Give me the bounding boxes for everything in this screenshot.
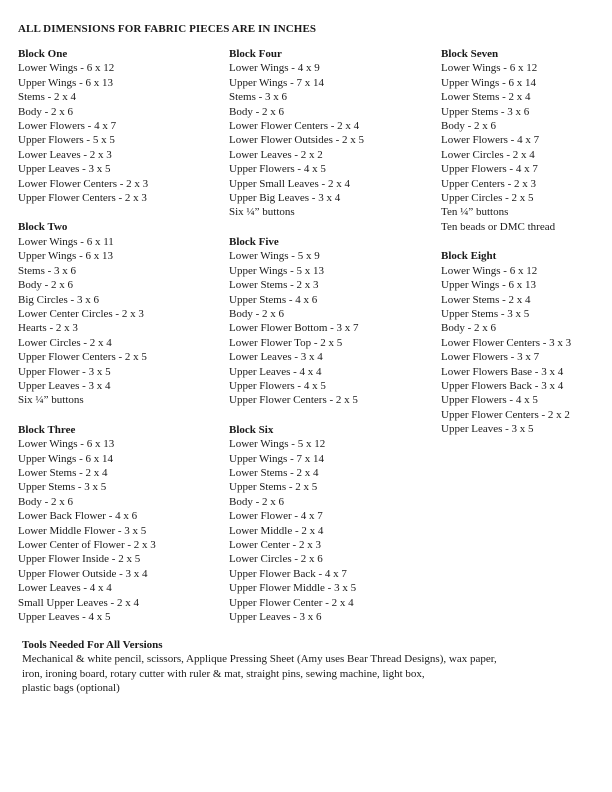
block-item: Lower Wings - 6 x 12 <box>441 264 538 277</box>
block-item: Upper Circles - 2 x 5 <box>441 192 534 205</box>
block-item: Upper Flower Center - 2 x 4 <box>229 596 354 609</box>
block-item: Upper Wings - 6 x 13 <box>18 76 113 89</box>
block-item: Upper Wings - 6 x 14 <box>18 452 113 465</box>
block-item: Upper Flowers - 4 x 5 <box>229 379 326 392</box>
cutting-block <box>229 423 434 625</box>
column-2 <box>229 47 434 639</box>
block-item: Upper Flowers - 5 x 5 <box>18 134 115 147</box>
block-item: Lower Wings - 5 x 9 <box>229 250 320 263</box>
block-item-list <box>229 249 434 407</box>
block-item: Upper Stems - 4 x 6 <box>229 293 318 306</box>
block-item-list <box>229 61 434 219</box>
block-item: Six ¼” buttons <box>18 394 84 407</box>
block-item: Upper Stems - 3 x 5 <box>18 481 107 494</box>
column-1 <box>18 47 223 639</box>
cutting-block <box>229 235 434 408</box>
block-item-list <box>441 264 612 437</box>
block-item: Upper Wings - 6 x 13 <box>18 250 113 263</box>
block-item: Lower Wings - 6 x 12 <box>441 62 538 75</box>
block-item: Upper Small Leaves - 2 x 4 <box>229 177 350 190</box>
block-heading: Block Seven <box>441 48 499 60</box>
block-item: Lower Wings - 6 x 12 <box>18 62 115 75</box>
tools-heading: Tools Needed For All Versions <box>22 639 163 651</box>
block-item: Upper Flower Middle - 3 x 5 <box>229 582 357 595</box>
block-item: Lower Back Flower - 4 x 6 <box>18 510 138 523</box>
page-title: ALL DIMENSIONS FOR FABRIC PIECES ARE IN INCHES <box>18 23 317 35</box>
block-item: Body - 2 x 6 <box>229 307 284 320</box>
block-heading: Block One <box>18 48 68 60</box>
tools-section <box>22 638 597 696</box>
block-item-list <box>18 437 223 624</box>
block-item: Lower Middle - 2 x 4 <box>229 524 324 537</box>
block-item: Stems - 3 x 6 <box>229 91 288 104</box>
block-heading: Block Six <box>229 423 274 436</box>
block-item: Body - 2 x 6 <box>441 120 496 133</box>
block-item: Body - 2 x 6 <box>18 495 73 508</box>
block-item: Lower Center Circles - 2 x 3 <box>18 307 144 320</box>
block-item: Upper Flowers Back - 3 x 4 <box>441 379 564 392</box>
block-item: Lower Leaves - 4 x 4 <box>18 582 112 595</box>
block-item-list <box>441 61 612 234</box>
cutting-block <box>441 249 612 436</box>
block-item: Lower Circles - 2 x 4 <box>441 148 535 161</box>
block-item: Lower Wings - 6 x 11 <box>18 235 114 248</box>
block-item: Upper Stems - 3 x 5 <box>441 307 530 320</box>
block-item: Six ¼” buttons <box>229 206 295 219</box>
block-item: Lower Circles - 2 x 6 <box>229 553 323 566</box>
block-heading: Block Four <box>229 48 282 60</box>
block-item: Upper Flowers - 4 x 7 <box>441 163 538 176</box>
block-item: Upper Wings - 6 x 13 <box>441 279 536 292</box>
block-item: Upper Leaves - 3 x 5 <box>18 163 111 176</box>
block-heading: Block Three <box>18 423 76 436</box>
block-item-list <box>18 61 223 205</box>
block-item: Upper Leaves - 3 x 6 <box>229 611 322 624</box>
block-item: Lower Flowers - 3 x 7 <box>441 351 540 364</box>
block-item-list <box>229 437 434 624</box>
block-item: Upper Flower Outside - 3 x 4 <box>18 567 148 580</box>
block-item: Upper Leaves - 4 x 4 <box>229 365 322 378</box>
block-item: Lower Flower Bottom - 3 x 7 <box>229 322 359 335</box>
block-item: Lower Center of Flower - 2 x 3 <box>18 539 156 551</box>
block-item: Lower Stems - 2 x 4 <box>441 91 531 104</box>
block-item: Upper Wings - 7 x 14 <box>229 452 324 465</box>
block-item: Lower Stems - 2 x 3 <box>229 279 319 292</box>
block-item: Lower Flower Outsides - 2 x 5 <box>229 134 365 147</box>
block-item: Lower Wings - 5 x 12 <box>229 438 326 451</box>
block-item: Upper Leaves - 3 x 5 <box>441 423 534 436</box>
tools-line: plastic bags (optional) <box>22 682 120 695</box>
block-item: Upper Flower Inside - 2 x 5 <box>18 553 141 566</box>
block-item: Ten beads or DMC thread <box>441 220 556 233</box>
block-item: Body - 2 x 6 <box>18 279 73 292</box>
block-item: Body - 2 x 6 <box>229 105 284 118</box>
block-item: Lower Flower Top - 2 x 5 <box>229 336 343 349</box>
tools-text <box>22 652 597 695</box>
block-item: Upper Flowers - 4 x 5 <box>229 163 326 176</box>
block-item: Lower Flower Centers - 3 x 3 <box>441 336 572 349</box>
block-item: Upper Big Leaves - 3 x 4 <box>229 192 341 205</box>
block-item: Lower Flower - 4 x 7 <box>229 510 323 523</box>
block-item: Lower Stems - 2 x 4 <box>441 293 531 306</box>
cutting-block <box>441 47 612 234</box>
block-item: Lower Stems - 2 x 4 <box>229 466 319 479</box>
block-item: Upper Leaves - 3 x 4 <box>18 379 111 392</box>
block-item: Big Circles - 3 x 6 <box>18 293 99 306</box>
block-heading: Block Two <box>18 221 68 234</box>
block-item: Upper Centers - 2 x 3 <box>441 177 537 190</box>
block-item: Lower Leaves - 3 x 4 <box>229 351 323 364</box>
block-item: Lower Leaves - 2 x 2 <box>229 148 323 161</box>
block-item: Upper Stems - 3 x 6 <box>441 105 530 118</box>
block-item: Upper Leaves - 4 x 5 <box>18 611 111 624</box>
block-item: Upper Wings - 6 x 14 <box>441 76 536 89</box>
block-item: Upper Flower Back - 4 x 7 <box>229 567 347 580</box>
block-item: Upper Flower Centers - 2 x 2 <box>441 408 570 421</box>
block-item: Hearts - 2 x 3 <box>18 322 78 335</box>
block-item: Lower Flowers - 4 x 7 <box>18 120 117 133</box>
tools-line: Mechanical & white pencil, scissors, Applique Pressing Sheet (Amy uses Bear Thread Designs), wax paper, <box>22 653 497 666</box>
block-item: Ten ¼” buttons <box>441 206 509 219</box>
block-item-list <box>18 235 223 408</box>
block-heading: Block Five <box>229 235 279 248</box>
block-item: Upper Stems - 2 x 5 <box>229 481 318 494</box>
block-item: Upper Wings - 7 x 14 <box>229 76 324 89</box>
block-item: Lower Flowers Base - 3 x 4 <box>441 365 564 378</box>
cutting-block <box>18 423 223 625</box>
block-item: Lower Circles - 2 x 4 <box>18 336 112 349</box>
block-item: Stems - 2 x 4 <box>18 91 77 104</box>
block-item: Lower Flower Centers - 2 x 3 <box>18 177 149 190</box>
block-item: Lower Center - 2 x 3 <box>229 539 321 551</box>
tools-line: iron, ironing board, rotary cutter with ruler & mat, straight pins, sewing machine, light box, <box>22 667 425 680</box>
block-item: Lower Flower Centers - 2 x 4 <box>229 120 360 133</box>
block-item: Upper Flowers - 4 x 5 <box>441 394 538 407</box>
block-item: Stems - 3 x 6 <box>18 264 77 277</box>
block-item: Lower Wings - 4 x 9 <box>229 62 320 75</box>
block-heading: Block Eight <box>441 250 497 263</box>
block-item: Upper Flower Centers - 2 x 5 <box>229 394 358 407</box>
block-item: Lower Flowers - 4 x 7 <box>441 134 540 147</box>
block-item: Body - 2 x 6 <box>441 322 496 335</box>
block-item: Body - 2 x 6 <box>229 495 284 508</box>
block-item: Body - 2 x 6 <box>18 105 73 118</box>
block-item: Lower Leaves - 2 x 3 <box>18 148 112 161</box>
block-item: Lower Wings - 6 x 13 <box>18 438 115 451</box>
block-item: Upper Wings - 5 x 13 <box>229 264 324 277</box>
cutting-block <box>18 47 223 205</box>
cutting-block <box>18 220 223 407</box>
block-item: Lower Middle Flower - 3 x 5 <box>18 524 147 537</box>
block-item: Upper Flower - 3 x 5 <box>18 365 111 378</box>
block-item: Upper Flower Centers - 2 x 3 <box>18 192 147 205</box>
block-item: Small Upper Leaves - 2 x 4 <box>18 596 139 609</box>
block-item: Upper Flower Centers - 2 x 5 <box>18 351 147 364</box>
block-item: Lower Stems - 2 x 4 <box>18 466 108 479</box>
column-3 <box>441 47 612 452</box>
cutting-block <box>229 47 434 220</box>
